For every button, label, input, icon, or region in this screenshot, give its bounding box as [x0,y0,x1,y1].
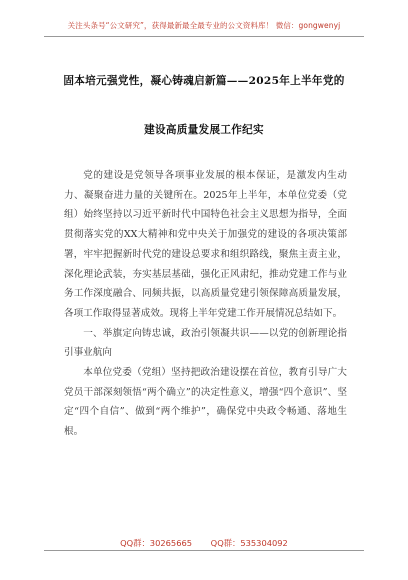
paragraph-section-1: 本单位党委（党组）坚持把政治建设摆在首位，教育引导广大党员干部深刻领悟“两个确立”的决定性意义，增强“四个意识”、坚定“四个自信”、做到“两个维护”，确保党中央政令畅通、落地生根。 [64,367,347,438]
footer [0,537,408,549]
footer-qq-group-2: QQ群：535304092 [210,538,288,548]
document-title-line1: 固本培元强党性，凝心铸魂启新篇——2025年上半年党的 [63,75,345,87]
header-banner: 关注头条号“公文研究”，获得最新最全最专业的公文资料库！ 微信：gongwenyj [67,21,341,30]
footer-qq-group-1: QQ群：30265665 [120,538,193,548]
section-heading-1: 一、举旗定向铸忠诚，政治引领凝共识——以党的创新理论指引事业航向 [64,327,347,359]
header-divider [44,36,364,37]
footer-divider [44,550,364,551]
paragraph-intro: 党的建设是党领导各项事业发展的根本保证，是激发内生动力、凝聚奋进力量的关键所在。2025年上半年，本单位党委（党组）始终坚持以习近平新时代中国特色社会主义思想为指导，全面贯彻落实党的XX大精神和党中央关于加强党的建设的各项决策部署，牢牢把握新时代党的建设总要求和组织路线，聚焦主责主业，深化理论武装，夯实基层基础，强化正风肃纪，推动党建工作与业务工作深度融合、同频共振，以高质量党建引领保障高质量发展，各项工作取得显著成效。现将上半年党建工作开展情况总结如下。 [64,170,347,319]
document-body [64,166,347,442]
document-title-line2: 建设高质量发展工作纪实 [144,124,264,136]
